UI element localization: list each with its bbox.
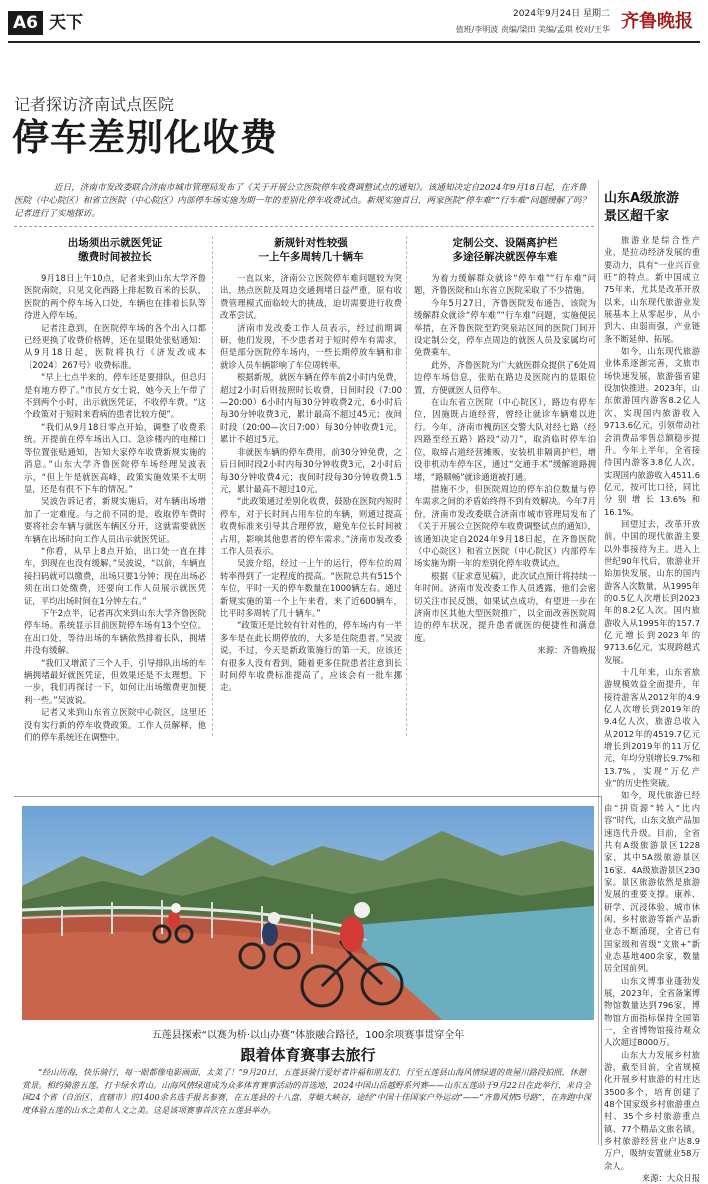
paragraph: 为着力缓解群众就诊“停车难”“行车难”问题，齐鲁医院和山东省立医院采取了不少措施。 <box>414 273 596 296</box>
paragraph: 9月18日上午10点，记者来到山东大学齐鲁医院南院，只见文化西路上排起数百米的长队，医院的两个停车场入口处，车辆也在排着长队等待进入停车场。 <box>24 273 206 321</box>
photo-caption: 五莲县探索“以赛为桥·以山办赛”体旅融合路径，100余项赛事贯穿全年 <box>151 1030 465 1041</box>
column-1-subhead-line-2: 缴费时间被拉长 <box>78 251 152 263</box>
column-1-subhead-line-1: 出场须出示就医凭证 <box>67 237 163 249</box>
editor-credits: 值班/李明波 责编/梁田 美编/孟琪 校对/王华 <box>455 25 610 34</box>
paragraph: 一直以来，济南公立医院停车难问题较为突出，热点医院及周边交通拥堵日益严重，原有收费管理模式面临较大的挑战，迫切需要进行收费改革尝试。 <box>220 273 402 321</box>
photo-feature-title: 跟着体育赛事去旅行 <box>240 1046 376 1064</box>
sidebar-source-credit: 来源：大众日报 <box>641 1173 700 1184</box>
column-divider <box>212 236 213 736</box>
photo-feature-story: “经山历海，快乐骑行，每一眼都像电影画面，太美了！”9月20日，五莲县骑行爱好者许福和朋友们，行至五莲县山海风情绿道的贵屋川路段拍照，休憩赏景。相约骑游五莲，打卡绿水青山。山海风情绿道成为众多体育赛事活动的首选地，2024中国山岳越野系列赛——山东五莲站于9月22日在此举行，来自全国24个省（自治区、直辖市）的1400余名选手报名参赛，在五莲县的十八盘、芽蜓大峡谷，途经“中国十佳国家户外运动”——“齐鲁风情5号路”，在奔跑中深度体验五莲的山水之美和人文之美。这是该项赛事首次在五莲县举办。 <box>22 1067 592 1115</box>
section-name: 天下 <box>49 13 83 33</box>
paragraph: 如今，现代旅游已经由“拼资源”转入“比内容”时代，山东文旅产品加速迭代升级。目前，全省共有A级旅游景区1228家，其中5A级旅游景区16家、4A级旅游景区230家。景区旅游依然是旅游发展的重要支撑。康养、研学、沉浸体验、城市休闲、乡村旅游等新产品新业态不断涌现，全省已有国家级和省级“文旅+”新业态基地400余家，数量居全国前列。 <box>604 790 700 974</box>
page-number: A6 <box>8 11 43 35</box>
column-divider <box>406 236 407 736</box>
sidebar-headline-line-1: 山东A级旅游 <box>604 191 680 206</box>
article-source-credit: 来源：齐鲁晚报 <box>537 645 596 656</box>
paragraph: 济南市发改委工作人员表示，经过前期调研，他们发现，不少患者对于短时停车有需求，但是部分医院停车场内，一些长期停放车辆和非就诊人员车辆影响了车位周转率。 <box>220 322 402 370</box>
paragraph: 根据《征求意见稿》，此次试点预计将持续一年时间。济南市发改委工作人员透露，他们会密切关注市民反馈，如果试点成功，有望进一步在济南市区其他大型医院推广，以全面改善医院周边的停车状况，提升患者就医的便捷性和满意度。 <box>414 570 596 643</box>
paragraph: “政策还是比较有针对性的，停车场内有一半多车是在此长期停放的，大多是住院患者。”吴波说，不过，今天是新政策施行的第一天，应该还有很多人没有看到，随着更多住院患者注意到长时间停车收费标准提高了，应该会有一批车挪走。 <box>220 620 402 693</box>
paragraph: “早上七点半来的，停车还是要排队，但总归是有地方停了。”市民方女士说，她今天上午带了不到两个小时，出示就医凭证，不收停车费。“这个政策对于短时来看病的患者比较方便”。 <box>24 372 206 420</box>
article-headline: 停车差别化收费 <box>12 116 278 159</box>
article-column-2 <box>220 236 402 694</box>
paragraph: “我们从9月18日零点开始，调整了收费系统。开提前在停车场出入口、急诊楼内的电梯口等位置张贴通知，告知大家停车收费新规实施的消息。”山东大学齐鲁医院停车场经理吴波表示，“但上午是就医高峰，政策实施效果不太明显，还是有很不下车的情况。” <box>24 421 206 494</box>
paragraph: 吴波介绍，经过一上午的运行，停车位的周转率得到了一定程度的提高。“医院总共有515个车位，平时一天的停车数量在1000辆左右。通过新规实施的第一个上午来看，来了近600辆车，比平时多周转了几十辆车。” <box>220 558 402 618</box>
paragraph: “你看，从早上8点开始，出口处一直在排车，到现在也没有缓解。”吴波说，“以前，车辆直接扫码就可以缴费，出场只要1分钟；现在出场必须在出口处缴费，还要向工作人员展示就医凭证，平均出场时间在1分钟左右。” <box>24 545 206 606</box>
lead-divider <box>14 226 594 227</box>
paragraph: 今年5月27日，齐鲁医院发布通告，该院为缓解群众就诊“停车难”“行车难”问题，实施便民举措，在齐鲁医院至趵突泉站区间的医院门间开设定制公交，停车点周边的就医人员及家属均可免费乘车。 <box>414 297 596 358</box>
paragraph: 此外，齐鲁医院为广大就医群众提供了6处周边停车场信息，张贴在路边及医院内的显眼位置，方便就医人员停车。 <box>414 359 596 395</box>
column-2-subhead <box>220 236 402 264</box>
cycling-photo <box>22 806 594 1020</box>
paragraph: 根据新规，就医车辆在停车前2小时内免费，超过2小时后则按照时长收费，日间时段（7:00—20:00）6小时内每30分钟收费2元，6小时后每30分钟收费3元，累计最高不超过45元；夜间时段（20:00—次日7:00）每30分钟收费1元，累计不超过5元。 <box>220 372 402 445</box>
column-3-subhead <box>414 236 596 264</box>
page-label <box>8 8 94 38</box>
paragraph: “此政策通过差别化收费，鼓励在医院内短时停车，对于长时间占用车位的车辆，则通过提高收费标准来引导其合理停放，避免车位长时间被占用，影响其他患者的停车需求。”济南市发改委工作人员表示。 <box>220 496 402 556</box>
paragraph: 回望过去，改革开放前，中国的现代旅游主要以外事接待为主。进入上世纪90年代后，旅游业开始加快发展，山东的国内游客人次数量，从1995年的0.5亿人次增长到2023年的8.2亿人次。国内旅游收入从1995年的157.7亿元增长到2023年的9713.6亿元，实现跨越式发展。 <box>604 518 700 665</box>
column-3-subhead-line-2: 多途径解决就医停车难 <box>452 251 558 263</box>
article-lead: 近日，济南市发改委联合济南市城市管理局发布了《关于开展公立医院停车收费调整试点的通知》。该通知决定自2024年9月18日起，在齐鲁医院（中心院区）和省立医院（中心院区）内部停车场实施为期一年的差别化停车收费试点。新规实施首日，两家医院“停车难”“行车难”问题缓解了吗？记者进行了实地探访。 <box>14 183 591 219</box>
paragraph: 如今，山东现代旅游业体系逐渐完善，文旅市场快速发展，旅游强省建设加快推进。2023年，山东旅游国内游客8.2亿人次，实现国内旅游收入9713.6亿元，引领带动社会消费品零售总额稳步提升。今年上半年，全省接待国内游客3.8亿人次，实现国内旅游收入4511.6亿元，按可比口径，同比分别增长13.6%和16.1%。 <box>604 346 700 517</box>
column-2-subhead-line-2: 一上午多周转几十辆车 <box>258 251 364 263</box>
column-3-subhead-line-1: 定制公交、设隔离护栏 <box>452 237 558 249</box>
column-2-subhead-line-1: 新规针对性较强 <box>274 237 348 249</box>
sidebar-story <box>604 190 700 1184</box>
article-column-1 <box>24 236 206 743</box>
paragraph: 山东大力发展乡村旅游，截至目前，全省规模化开展乡村旅游的村庄达3500多个，培育创建了48个国家级乡村旅游重点村、35个乡村旅游重点镇、77个精品文旅名镇，乡村旅游经营业户达8.9万户，吸纳安置就业58万余人。 <box>604 1049 700 1171</box>
sidebar-headline <box>604 190 700 226</box>
article-column-3 <box>414 236 596 657</box>
sidebar-body <box>604 234 700 1184</box>
column-1-subhead <box>24 236 206 264</box>
issue-date: 2024年9月24日 星期二 <box>513 9 610 19</box>
paragraph: 下午2点半，记者再次来到山东大学齐鲁医院停车场。系统显示目前医院停车场有13个空位。在出口处，等待出场的车辆依然排着长队，拥堵并没有缓解。 <box>24 607 206 656</box>
cyclists-on-coastal-path-image <box>22 806 594 1020</box>
paragraph: 记者注意到，在医院停车场的各个出入口都已经更换了收费价格牌，还在显眼处张贴通知：从9月18日起，医院将执行《济发改成本〔2024〕267号》收费标准。 <box>24 322 206 370</box>
paragraph: 非就医车辆的停车费用，前30分钟免费，之后日间时段2小时内每30分钟收费3元，2小时后每30分钟收费4元；夜间时段每30分钟收费1.5元，累计最高不超过10元。 <box>220 446 402 494</box>
paragraph: 在山东省立医院（中心院区），路边有停车位，因施既占道经营，曾经让就诊车辆难以进行。今年，济南市槐荫区交警大队对经七路（经四路至经五路）路段“动刀”，取消临时停车泊位，取缔占道经营摊贩，安装机非隔离护栏，增设非机动车停车区，通过“交通手术”缓解道路拥堵，“路顺畅”就诊通道被打通。 <box>414 397 596 482</box>
header-rule <box>8 41 700 43</box>
newspaper-masthead: 齐鲁晚报 <box>621 11 693 32</box>
sidebar-headline-line-2: 景区超千家 <box>604 209 670 224</box>
paragraph: 山东文博事业蓬勃发展，2023年，全省备案博物馆数量达到796家，博物馆方面指标保持全国第一，全省博物馆接待观众人次超过8000万。 <box>604 975 700 1048</box>
article-kicker: 记者探访济南试点医院 <box>14 95 175 114</box>
paragraph: 吴波告诉记者，新规实施后，对车辆出场增加了一定难度。与之前不同的是，收取停车费时要将社会车辆与就医车辆区分开，这就需要就医车辆在出场时向工作人员出示就医凭证。 <box>24 496 206 544</box>
paragraph: 十几年来，山东省旅游规模效益全面提升，年接待游客从2012年的4.9亿人次增长到2019年的9.4亿人次，旅游总收入从2012年的4519.7亿元增长到2019年的11万亿元，年均分别增长9.7%和13.7%，实现“万亿产业”的历史性突破。 <box>604 667 700 789</box>
paragraph: 记者又来到山东省立医院中心院区，这里还没有实行新的停车收费政策。工作人员解释，他们的停车系统还在调整中。 <box>24 707 206 743</box>
paragraph: 旅游业是综合性产业，是拉动经济发展的重要动力，具有“一业兴百业旺”的特点。新中国成立75年来，尤其是改革开放以来，山东现代旅游业发展基本上从零起步，从小到大、由弱而强，产业链条不断延伸、拓展。 <box>604 235 700 344</box>
paragraph: “我们又增派了三个人手，引导排队出场的车辆拥堵最好就医凭证，但效果还是不太理想。下一步，我们再探讨一下，如何让出场缴费更加便利一些。”吴波说。 <box>24 657 206 705</box>
paragraph: 措施不少，但医院周边的停车泊位数量与停车需求之间的矛盾始终得不到有效解决。今年7月份，济南市发改委联合济南市城市管理局发布了《关于开展公立医院停车收费调整试点的通知》，该通知决定自2024年9月18日起，在齐鲁医院（中心院区）和省立医院（中心院区）内部停车场实施为期一年的差别化停车收费试点。 <box>414 483 596 569</box>
